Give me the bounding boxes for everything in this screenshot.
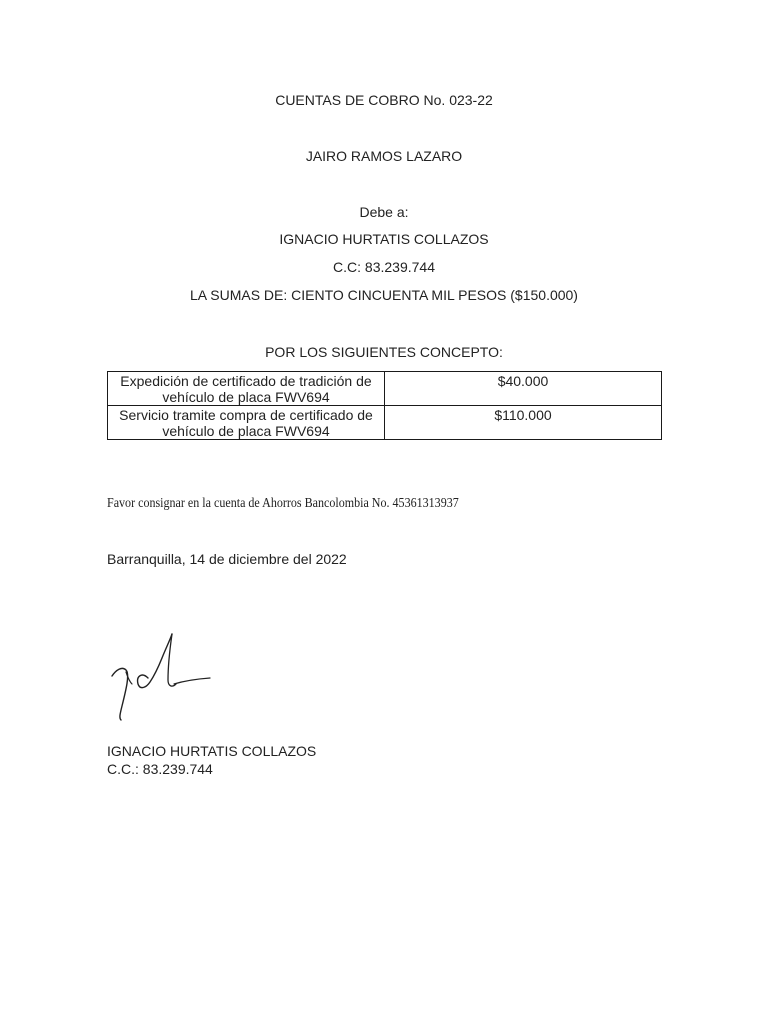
signer-id: C.C.: 83.239.744: [107, 761, 213, 777]
concepts-table: [107, 371, 662, 440]
concept-description-line: vehículo de placa FWV694: [162, 389, 330, 405]
place-date: Barranquilla, 14 de diciembre del 2022: [107, 551, 347, 567]
signer-name: IGNACIO HURTATIS COLLAZOS: [107, 743, 317, 759]
concept-value: $110.000: [385, 406, 662, 440]
concept-description-line: vehículo de placa FWV694: [162, 423, 330, 439]
handwritten-signature: [104, 628, 216, 724]
creditor-id: C.C: 83.239.744: [333, 259, 435, 275]
creditor-name: IGNACIO HURTATIS COLLAZOS: [279, 231, 489, 247]
table-row: [108, 406, 662, 440]
owed-label: Debe a:: [359, 204, 409, 220]
table-row: [108, 372, 662, 406]
concept-description-line: Servicio tramite compra de certificado de: [119, 407, 373, 423]
payment-note: Favor consignar en la cuenta de Ahorros Bancolombia No. 45361313937: [107, 496, 459, 511]
concept-value: $40.000: [385, 372, 662, 406]
debtor-name: JAIRO RAMOS LAZARO: [305, 148, 463, 164]
document-title: CUENTAS DE COBRO No. 023-22: [275, 92, 493, 108]
concept-description-line: Expedición de certificado de tradición de: [120, 373, 372, 389]
concept-description: [108, 372, 385, 406]
concept-description: [108, 406, 385, 440]
concepts-heading: POR LOS SIGUIENTES CONCEPTO:: [265, 344, 503, 360]
amount-line: LA SUMAS DE: CIENTO CINCUENTA MIL PESOS ($150.000): [190, 287, 578, 303]
